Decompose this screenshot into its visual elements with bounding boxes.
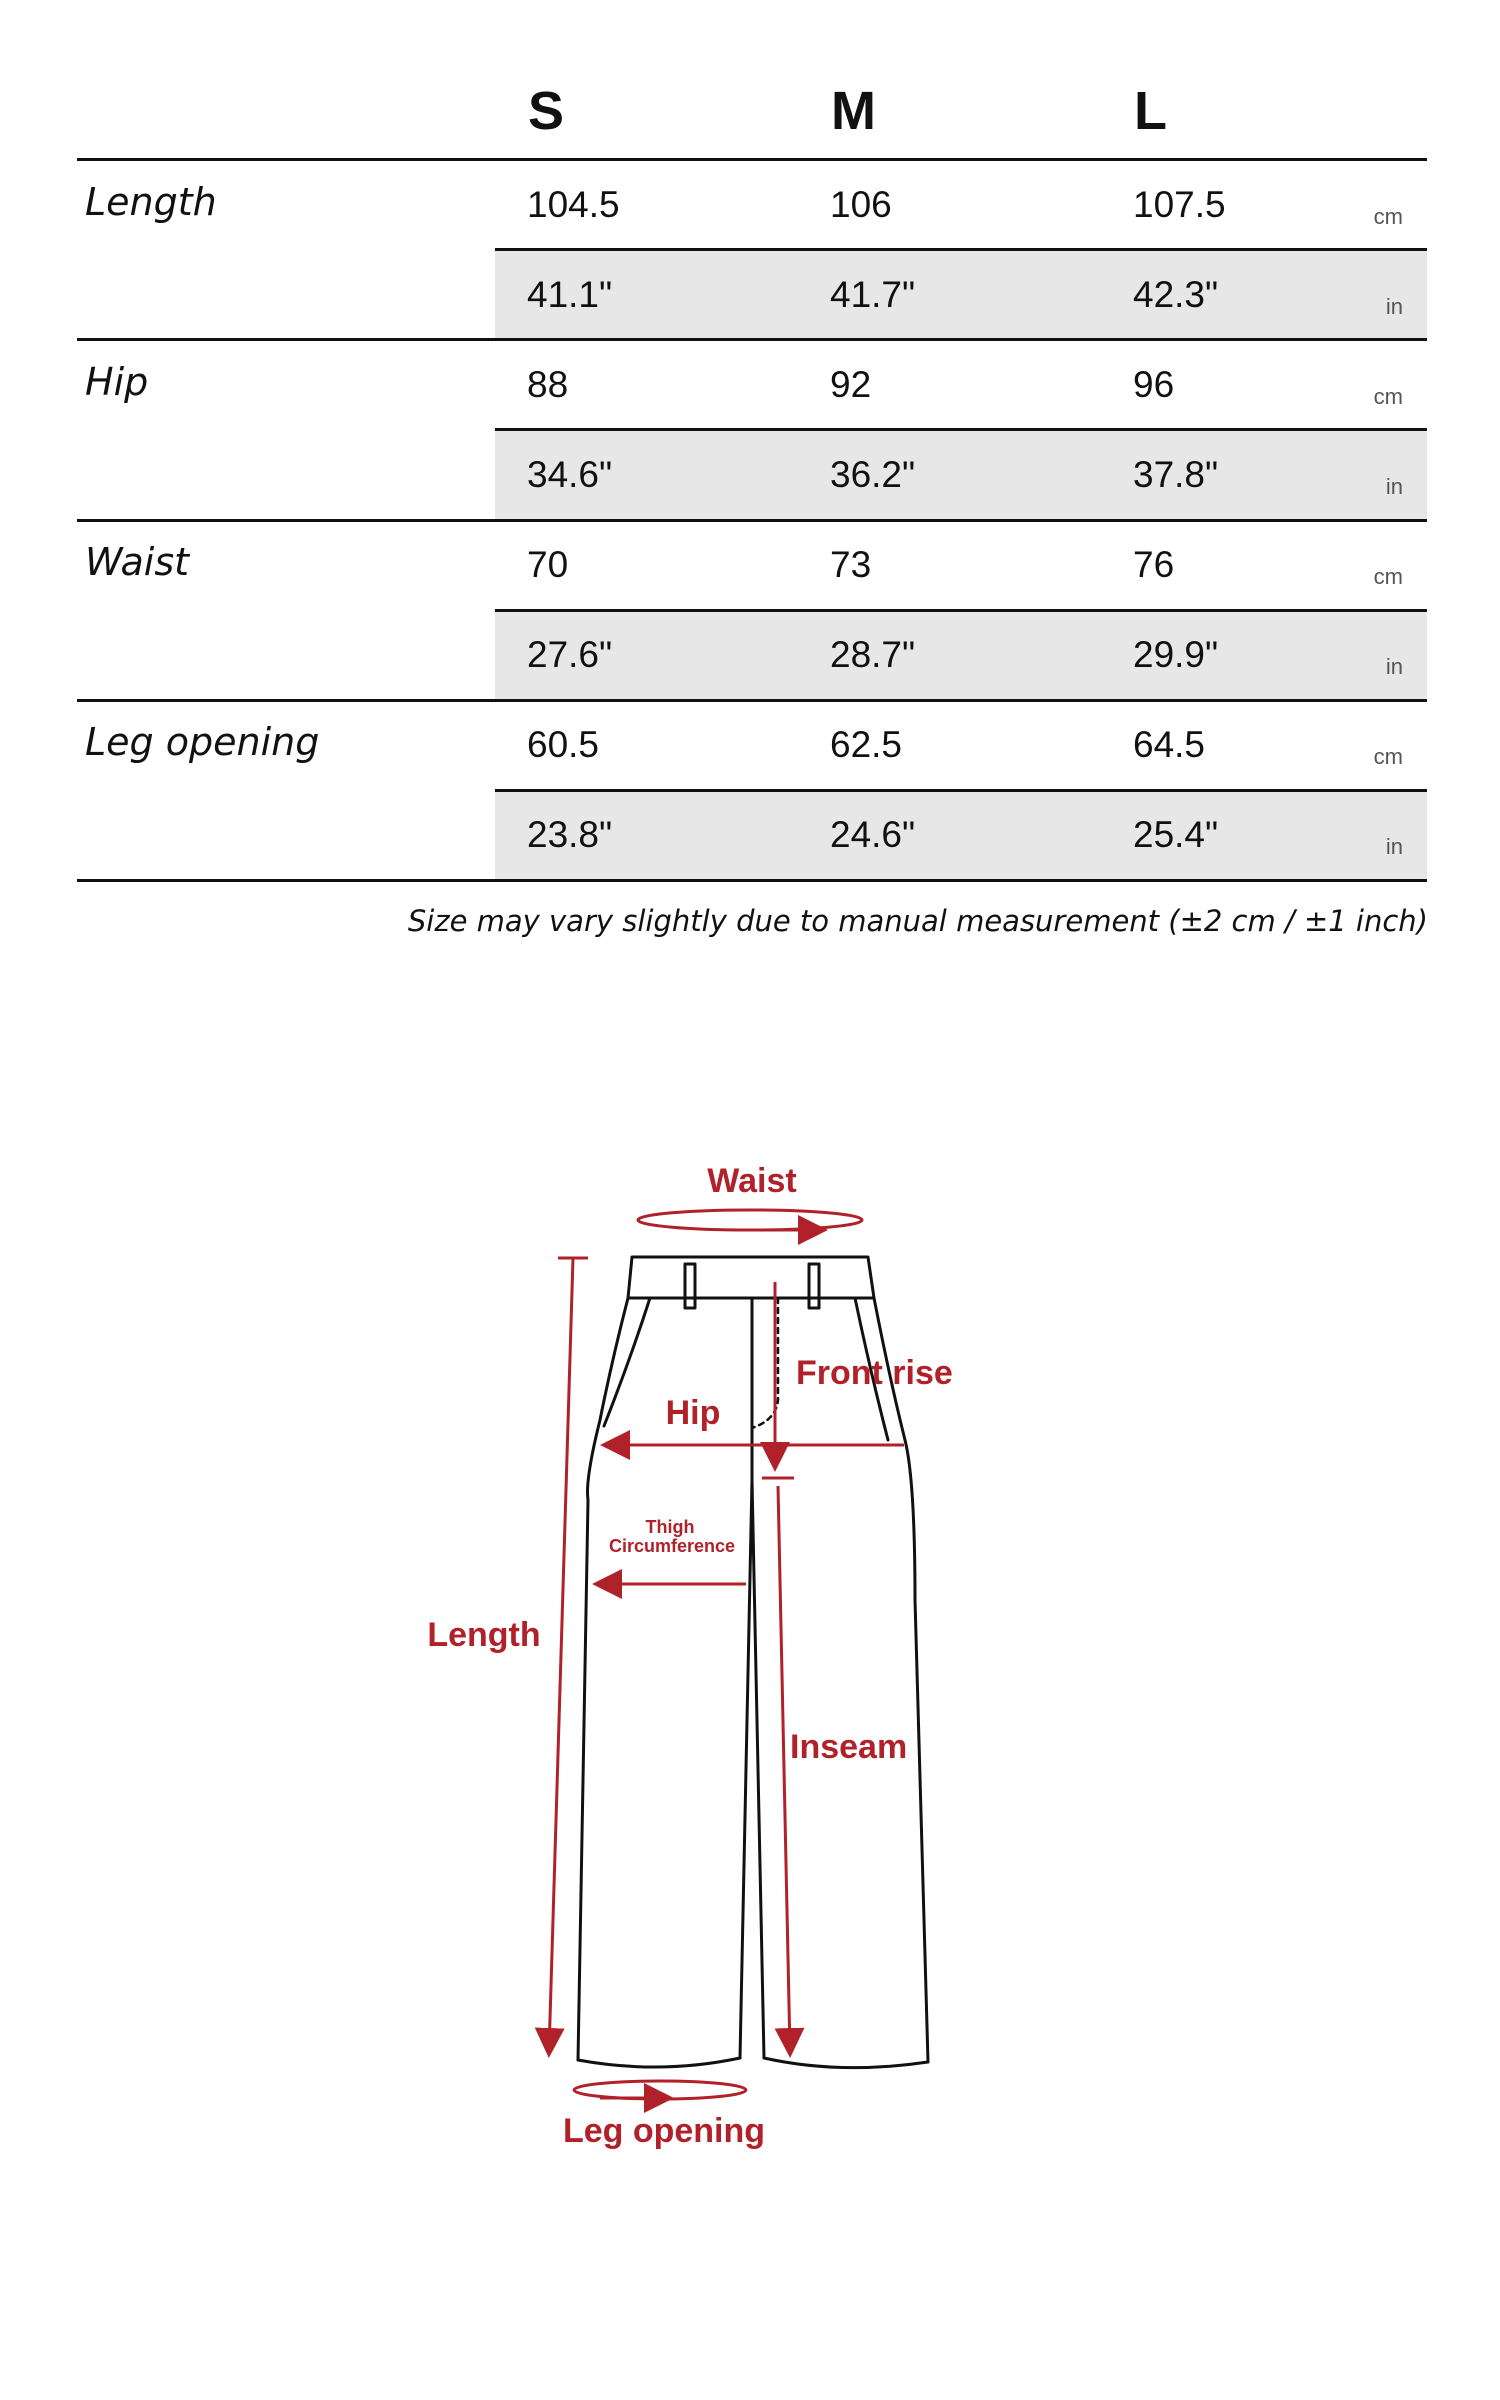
- unit-cm: cm: [1373, 744, 1403, 769]
- waist-m-cm: 73: [830, 544, 872, 585]
- inch-row-shade: [495, 791, 1427, 879]
- table-rule: [495, 428, 1427, 431]
- hip-m-cm: 92: [830, 364, 872, 405]
- table-rule: [77, 879, 1427, 882]
- size-header-s: S: [528, 81, 565, 141]
- leg-opening-l-cm: 64.5: [1133, 724, 1206, 765]
- inseam-arrow: [778, 1486, 790, 2052]
- unit-in: in: [1385, 294, 1403, 319]
- unit-in: in: [1385, 654, 1403, 679]
- table-rule: [77, 158, 1427, 161]
- label-hip: Hip: [665, 1394, 721, 1432]
- hip-l-in: 37.8": [1133, 454, 1219, 495]
- hip-s-cm: 88: [527, 364, 569, 405]
- waist-l-in: 29.9": [1133, 634, 1219, 675]
- length-l-in: 42.3": [1133, 274, 1219, 315]
- hip-m-in: 36.2": [830, 454, 916, 495]
- leg-opening-m-in: 24.6": [830, 814, 916, 855]
- leg-opening-s-cm: 60.5: [527, 724, 600, 765]
- metric-hip: Hip: [85, 360, 149, 404]
- label-thigh-line2: Circumference: [608, 1536, 736, 1556]
- label-inseam: Inseam: [790, 1728, 908, 1766]
- label-front-rise: Front rise: [796, 1354, 953, 1392]
- table-rule: [77, 338, 1427, 341]
- waist-s-in: 27.6": [527, 634, 613, 675]
- label-waist: Waist: [707, 1162, 797, 1200]
- unit-cm: cm: [1373, 384, 1403, 409]
- table-rule: [77, 699, 1427, 702]
- unit-in: in: [1385, 474, 1403, 499]
- size-header-l: L: [1134, 81, 1167, 141]
- metric-waist: Waist: [85, 540, 190, 584]
- length-m-cm: 106: [830, 184, 892, 225]
- table-rule: [495, 609, 1427, 612]
- waist-arrow: [638, 1210, 862, 1230]
- hip-l-cm: 96: [1133, 364, 1175, 405]
- leg-opening-l-in: 25.4": [1133, 814, 1219, 855]
- length-s-cm: 104.5: [527, 184, 620, 225]
- size-header-m: M: [831, 81, 876, 141]
- leg-opening-s-in: 23.8": [527, 814, 613, 855]
- pants-measurement-diagram: [0, 1100, 1500, 2300]
- leg-opening-arrow: [574, 2081, 746, 2099]
- length-l-cm: 107.5: [1133, 184, 1226, 225]
- waist-s-cm: 70: [527, 544, 569, 585]
- measurement-note: Size may vary slightly due to manual measurement (±2 cm / ±1 inch): [407, 904, 1428, 938]
- length-m-in: 41.7": [830, 274, 916, 315]
- unit-in: in: [1385, 834, 1403, 859]
- leg-opening-m-cm: 62.5: [830, 724, 903, 765]
- waist-m-in: 28.7": [830, 634, 916, 675]
- label-leg-opening: Leg opening: [562, 2112, 766, 2150]
- length-arrow: [549, 1258, 588, 2052]
- unit-cm: cm: [1373, 564, 1403, 589]
- waist-l-cm: 76: [1133, 544, 1175, 585]
- inch-row-shade: [495, 611, 1427, 700]
- inch-row-shade: [495, 250, 1427, 338]
- label-thigh-line1: Thigh: [645, 1517, 695, 1537]
- table-rule: [495, 789, 1427, 792]
- table-rule: [495, 248, 1427, 251]
- metric-length: Length: [85, 180, 217, 224]
- hip-s-in: 34.6": [527, 454, 613, 495]
- table-rule: [77, 519, 1427, 522]
- inch-row-shade: [495, 431, 1427, 519]
- length-s-in: 41.1": [527, 274, 613, 315]
- unit-cm: cm: [1373, 204, 1403, 229]
- label-length: Length: [427, 1616, 541, 1654]
- metric-leg-opening: Leg opening: [85, 720, 320, 764]
